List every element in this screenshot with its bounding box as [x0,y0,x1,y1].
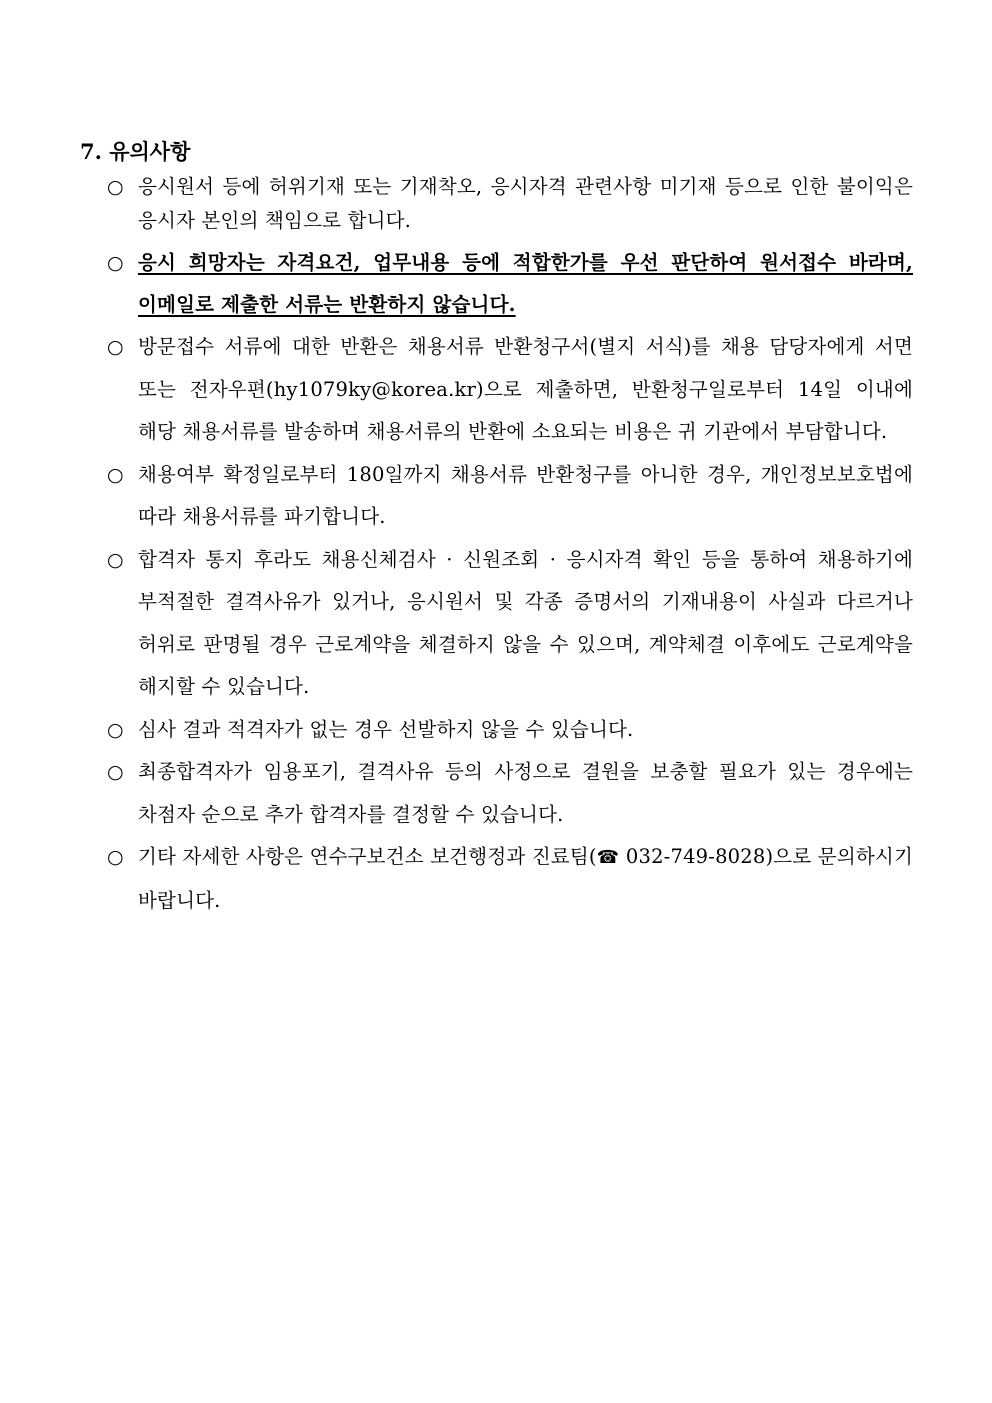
bullet-circle-icon: ○ [107,336,124,358]
list-item-text: 응시원서 등에 허위기재 또는 기재착오, 응시자격 관련사항 미기재 등으로 인한 불이익은 응시자 본인의 책임으로 합니다. [138,175,913,232]
section-heading: 7. 유의사항 [80,139,191,164]
contact-text-before: 기타 자세한 사항은 연수구보건소 보건행정과 진료팀( [138,845,597,868]
bullet-circle-icon: ○ [107,846,124,868]
list-item-text: 채용여부 확정일로부터 180일까지 채용서류 반환청구를 아니한 경우, 개인정보보호법에 따라 채용서류를 파기합니다. [138,462,913,528]
list-item [105,170,913,238]
list-item-text: 합격자 통지 후라도 채용신체검사 · 신원조회 · 응시자격 확인 등을 통하여 채용하기에 부적절한 결격사유가 있거나, 응시원서 및 각종 증명서의 기재내용이 사실과 다르거나 허위로 판명될 경우 근로계약을 체결하지 않을 수 있으며, 계약체결 이후에도 근로계약을 해지할 수 있습니다. [138,547,913,698]
phone-icon: ☎ [596,847,620,868]
list-item-text: 응시 희망자는 자격요건, 업무내용 등에 적합한가를 우선 판단하여 원서접수 바라며, 이메일로 제출한 서류는 반환하지 않습니다. [138,251,913,316]
list-item [105,539,913,709]
list-item [105,326,913,454]
bullet-circle-icon: ○ [107,761,124,783]
bullet-circle-icon: ○ [107,548,124,571]
list-item-text: 방문접수 서류에 대한 반환은 채용서류 반환청구서(별지 서식)를 채용 담당자에게 서면 또는 전자우편(hy1079ky@korea.kr)으로 제출하면, 반환청구일로부터 14일 이내에 해당 채용서류를 발송하며 채용서류의 반환에 소요되는 비용은 귀 기관에서 부담합니다. [138,335,913,443]
list-item-text [138,845,913,912]
notice-list [105,170,913,922]
bullet-circle-icon: ○ [107,252,124,274]
list-item [105,454,913,539]
list-item [105,751,913,836]
list-item [105,709,913,752]
bullet-circle-icon: ○ [107,176,124,198]
contact-text-after: 032-749-8028)으로 문의하시기 바랍니다. [138,845,913,912]
list-item-text: 최종합격자가 임용포기, 결격사유 등의 사정으로 결원을 보충할 필요가 있는 경우에는 차점자 순으로 추가 합격자를 결정할 수 있습니다. [138,760,913,826]
list-item-contact [105,836,913,922]
bullet-circle-icon: ○ [107,463,124,486]
list-item-text: 심사 결과 적격자가 없는 경우 선발하지 않을 수 있습니다. [138,717,634,741]
bullet-circle-icon: ○ [107,718,124,741]
list-item-emphasized [105,242,913,326]
